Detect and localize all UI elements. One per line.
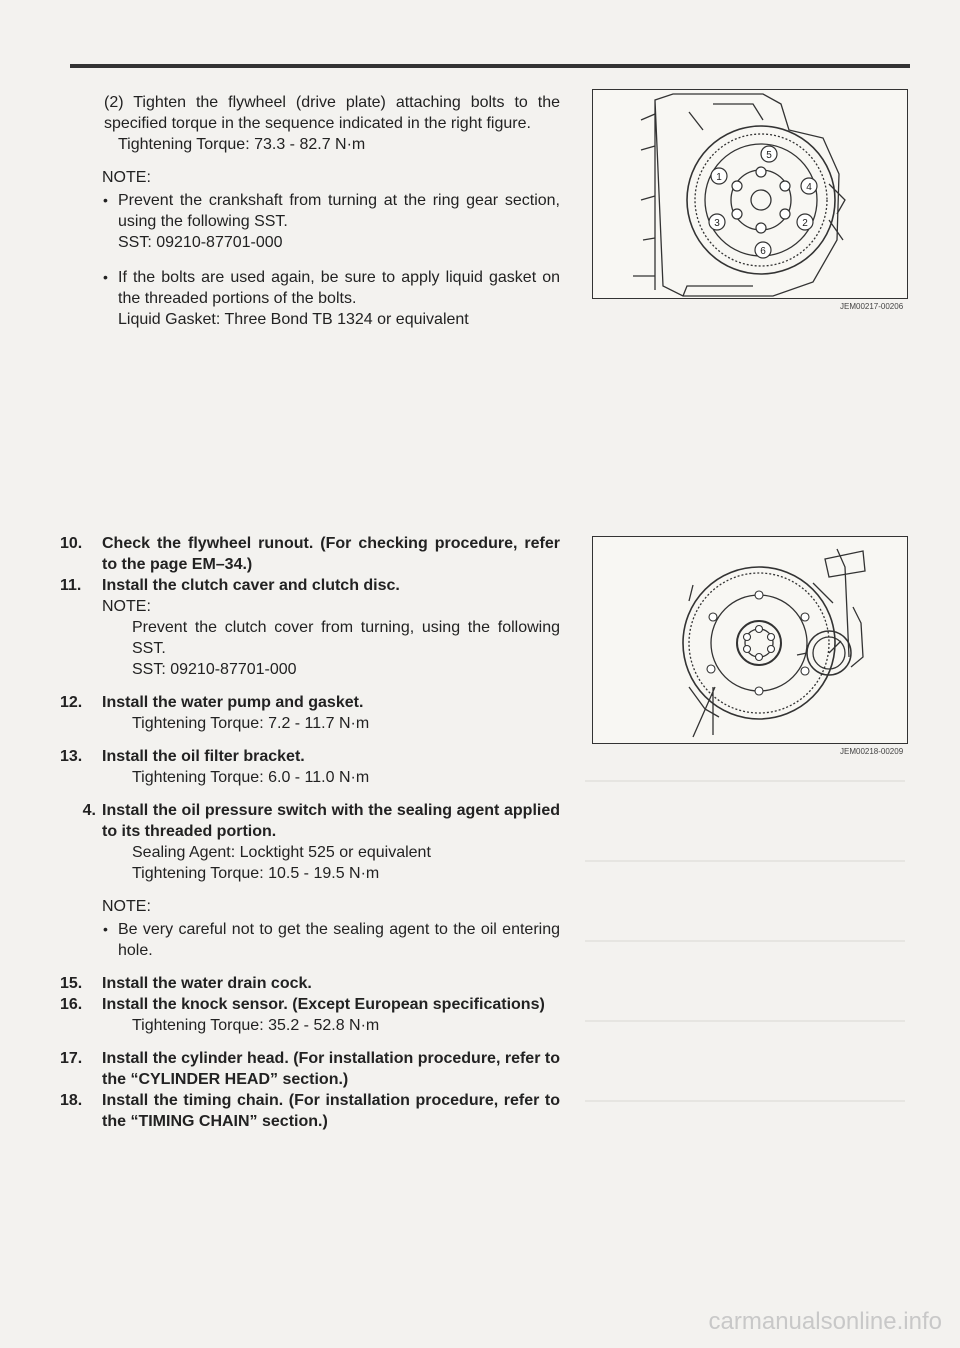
step-16 xyxy=(60,994,560,1015)
step-14 xyxy=(60,800,560,842)
sst-number: SST: 09210-87701-000 xyxy=(132,661,297,678)
bleed-through-line xyxy=(585,940,905,942)
liquid-gasket-spec: Liquid Gasket: Three Bond TB 1324 or equivalent xyxy=(118,311,469,328)
step-11-note: Prevent the clutch cover from turning, using the following SST. xyxy=(132,619,560,657)
flywheel-bolt-sequence-figure xyxy=(592,89,908,299)
step-number: 12. xyxy=(60,694,83,711)
step-number: 16. xyxy=(60,996,83,1013)
torque-spec: Tightening Torque: 73.3 - 82.7 N·m xyxy=(118,136,366,153)
intro-paragraph: (2) Tighten the flywheel (drive plate) attaching bolts to the specified torque in the sequence indicated in the right figure. xyxy=(104,94,560,132)
note-bullet-crankshaft: • Prevent the crankshaft from turning at the ring gear section, using the following SST. xyxy=(60,190,560,232)
step-number: 15. xyxy=(60,975,83,992)
step-text: Check the flywheel runout. (For checking procedure, refer to the page EM–34.) xyxy=(102,535,560,573)
bolt-label: 4 xyxy=(806,182,812,193)
step-number: 4. xyxy=(82,802,96,819)
figure-id: JEM00217-00206 xyxy=(840,302,904,311)
runout-illustration xyxy=(593,537,907,743)
bolt-label: 2 xyxy=(802,218,808,229)
step-number: 17. xyxy=(60,1050,83,1067)
sst-number: SST: 09210-87701-000 xyxy=(118,234,283,251)
bleed-through-line xyxy=(585,1020,905,1022)
step-text: Install the water drain cock. xyxy=(102,975,312,992)
step-text: Install the water pump and gasket. xyxy=(102,694,364,711)
note-label: NOTE: xyxy=(102,169,151,186)
step-13 xyxy=(60,746,560,767)
step-17 xyxy=(60,1048,560,1090)
step-11 xyxy=(60,575,560,596)
torque-spec: Tightening Torque: 35.2 - 52.8 N·m xyxy=(132,1017,380,1034)
torque-spec: Tightening Torque: 7.2 - 11.7 N·m xyxy=(132,715,370,732)
note-bullet-bolts: • If the bolts are used again, be sure to apply liquid gasket on the threaded portions of the bolts. xyxy=(60,267,560,309)
torque-spec: Tightening Torque: 10.5 - 19.5 N·m xyxy=(132,865,380,882)
bleed-through-line xyxy=(585,860,905,862)
torque-spec: Tightening Torque: 6.0 - 11.0 N·m xyxy=(132,769,370,786)
section-tighten-flywheel xyxy=(60,92,560,330)
step-text: Install the timing chain. (For installation procedure, refer to the “TIMING CHAIN” section.) xyxy=(102,1092,560,1130)
figure-id: JEM00218-00209 xyxy=(840,747,904,756)
step-text: Install the knock sensor. (Except European specifications) xyxy=(102,996,545,1013)
bolt-label: 5 xyxy=(766,150,772,161)
step-text: Install the cylinder head. (For installation procedure, refer to the “CYLINDER HEAD” section.) xyxy=(102,1050,560,1088)
note-label: NOTE: xyxy=(102,898,151,915)
step-text: Install the oil filter bracket. xyxy=(102,748,305,765)
step-number: 18. xyxy=(60,1092,83,1109)
watermark: carmanualsonline.info xyxy=(708,1308,942,1335)
top-rule xyxy=(70,64,910,68)
step-18 xyxy=(60,1090,560,1132)
step-text: Install the oil pressure switch with the sealing agent applied to its threaded portion. xyxy=(102,802,560,840)
flywheel-runout-figure xyxy=(592,536,908,744)
step-10 xyxy=(60,533,560,575)
step-number: 11. xyxy=(60,577,82,594)
note-bullet-sealing: • Be very careful not to get the sealing agent to the oil entering hole. xyxy=(60,919,560,961)
bleed-through-line xyxy=(585,780,905,782)
bolt-label: 1 xyxy=(716,172,722,183)
step-15 xyxy=(60,973,560,994)
step-12 xyxy=(60,692,560,713)
bleed-through-line xyxy=(585,1100,905,1102)
steps-list xyxy=(60,533,560,1132)
flywheel-illustration xyxy=(593,90,907,298)
bolt-label: 3 xyxy=(714,218,720,229)
note-label: NOTE: xyxy=(102,598,151,615)
step-number: 10. xyxy=(60,535,83,552)
sealing-agent-spec: Sealing Agent: Locktight 525 or equivalent xyxy=(132,844,431,861)
bolt-label: 6 xyxy=(760,246,766,257)
step-number: 13. xyxy=(60,748,83,765)
step-text: Install the clutch caver and clutch disc. xyxy=(102,577,400,594)
